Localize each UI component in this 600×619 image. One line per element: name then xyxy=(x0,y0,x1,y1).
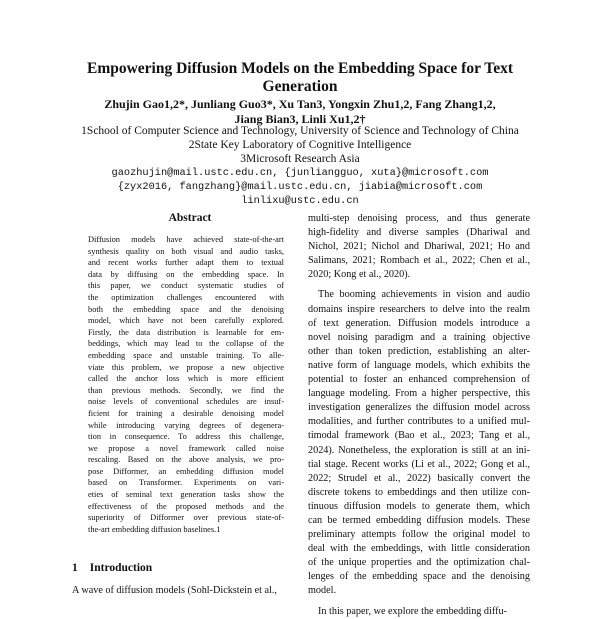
body-line: the optimization challenges encountered with xyxy=(88,292,284,302)
email-line: gaozhujin@mail.ustc.edu.cn, {junliangguo, xuta}@microsoft.com xyxy=(111,167,489,179)
abstract-body xyxy=(88,234,284,535)
affiliation: 1School of Computer Science and Technology, University of Science and Technology of China xyxy=(81,125,519,137)
body-line: language modeling. From a higher perspective, this xyxy=(308,388,530,400)
email-line: linlixu@ustc.edu.cn xyxy=(241,195,359,207)
body-line: investigation generalizes the diffusion model across xyxy=(308,402,530,414)
body-line: while introducing varying degrees of degenera- xyxy=(88,420,284,430)
right-column xyxy=(308,212,530,619)
body-line: Firstly, the data distribution is learnable for em- xyxy=(88,327,284,337)
author-list xyxy=(70,97,530,127)
body-line: preliminary attempts follow the original model to xyxy=(308,529,530,541)
section-number: 1 xyxy=(72,562,78,574)
body-line: model. xyxy=(308,585,337,597)
body-line: of the unique properties and the optimization chal- xyxy=(308,557,530,569)
body-line: viate this problem, we propose a new objective xyxy=(88,362,284,372)
body-line: eties of seminal text generation tasks show the xyxy=(88,490,284,500)
body-line: other than token prediction, establishing an alter- xyxy=(308,345,530,357)
body-line: than previous methods. Secondly, we find the xyxy=(88,385,284,395)
body-line: 2024). Nonetheless, the exploration is still at an ini- xyxy=(308,444,530,456)
intro-paragraph: A wave of diffusion models (Sohl-Dickstein et al., xyxy=(72,585,277,596)
body-line: this paper, we conduct systematic studies of xyxy=(88,281,284,291)
body-line: synthesis quality on both visual and audio tasks, xyxy=(88,246,284,256)
body-line: based on Transformer. Experiments on vari- xyxy=(88,478,284,488)
body-line: and recent works further adapt them to textual xyxy=(88,258,284,268)
body-line: tinuous diffusion models to generate them, which xyxy=(308,500,530,512)
body-line: effectiveness of the proposed methods and the xyxy=(88,501,284,511)
body-line: 2020; Kong et al., 2020). xyxy=(308,269,411,281)
body-line: discrete tokens to embeddings and then utilize con- xyxy=(308,486,530,498)
body-line: tial stage. Recent works (Li et al., 2022; Gong et al., xyxy=(308,458,530,470)
body-line: domains inspire researchers to delve into the realm xyxy=(308,303,530,315)
body-line: The booming achievements in vision and audio xyxy=(318,289,530,301)
body-line: lenges of the embedding space and the denoising xyxy=(308,571,530,583)
body-line: noise levels of conventional schedules are insuf- xyxy=(88,397,284,407)
body-line: data by diffusing on the embedding space. In xyxy=(88,269,284,279)
body-line: 2022; Strudel et al., 2022) basically convert the xyxy=(308,472,530,484)
body-paragraph xyxy=(308,212,530,282)
body-line: tion in consequence. To address this challenge, xyxy=(88,432,284,442)
paper-title: Empowering Diffusion Models on the Embedding Space for Text Generation xyxy=(86,60,513,95)
author-line: Jiang Bian3, Linli Xu1,2† xyxy=(234,112,366,126)
body-line: called the anchor loss which is more efficient xyxy=(88,374,284,384)
body-line: In this paper, we explore the embedding diffu- xyxy=(318,605,507,617)
body-line: modalities, and further contributes to a unified mul- xyxy=(308,416,530,428)
body-line: ficient for training a desirable denoising model xyxy=(88,408,284,418)
body-line: the-art embedding diffusion baselines.1 xyxy=(88,524,221,534)
author-line: Zhujin Gao1,2*, Junliang Guo3*, Xu Tan3, Yongxin Zhu1,2, Fang Zhang1,2, xyxy=(104,97,496,111)
body-line: beddings, which may lead to the collapse of the xyxy=(88,339,284,349)
body-line: can be termed embedding diffusion models. These xyxy=(308,514,530,526)
body-line: multi-step denoising process, and thus generate xyxy=(308,213,530,224)
section-heading-introduction xyxy=(72,562,152,574)
body-paragraph xyxy=(308,288,530,598)
body-line: deal with the embeddings, with little consideration xyxy=(308,543,530,555)
body-line: model, which have not been carefully explored. xyxy=(88,316,284,326)
email-line: {zyx2016, fangzhang}@mail.ustc.edu.cn, jiabia@microsoft.com xyxy=(117,181,483,193)
affiliation: 2State Key Laboratory of Cognitive Intelligence xyxy=(188,139,412,151)
body-line: novel noising paradigm and a training objective xyxy=(308,331,530,343)
body-line: of text generation. Diffusion models introduce a xyxy=(308,317,530,329)
abstract-heading: Abstract xyxy=(168,212,212,224)
body-line: rescaling. Based on the above analysis, we pro- xyxy=(88,455,284,465)
body-line: Nichol, 2021; Nichol and Dhariwal, 2021; Ho and xyxy=(308,241,530,253)
email-list xyxy=(60,166,540,208)
affiliation: 3Microsoft Research Asia xyxy=(240,153,360,165)
body-line: both the embedding space and the denoising xyxy=(88,304,284,314)
body-line: Diffusion models have achieved state-of-the-art xyxy=(88,235,284,244)
body-line: high-fidelity and diverse samples (Dhariwal and xyxy=(308,227,530,239)
body-line: embedding space and unstable training. To alle- xyxy=(88,350,284,360)
body-line: we propose a novel framework called noise xyxy=(88,443,284,453)
body-line: native form of language models, which exhibits the xyxy=(308,359,530,371)
body-line: pose Difformer, an embedding diffusion model xyxy=(88,466,284,476)
body-line: superiority of Difformer over previous state-of- xyxy=(88,513,284,523)
body-line: Salimans, 2021; Rombach et al., 2022; Chen et al., xyxy=(308,255,530,267)
affiliation-list xyxy=(40,124,560,166)
body-line: timodal framework (Bao et al., 2023; Tang et al., xyxy=(308,430,530,442)
section-title: Introduction xyxy=(89,562,153,574)
body-line: potential to foster an enhanced comprehension of xyxy=(308,374,530,386)
